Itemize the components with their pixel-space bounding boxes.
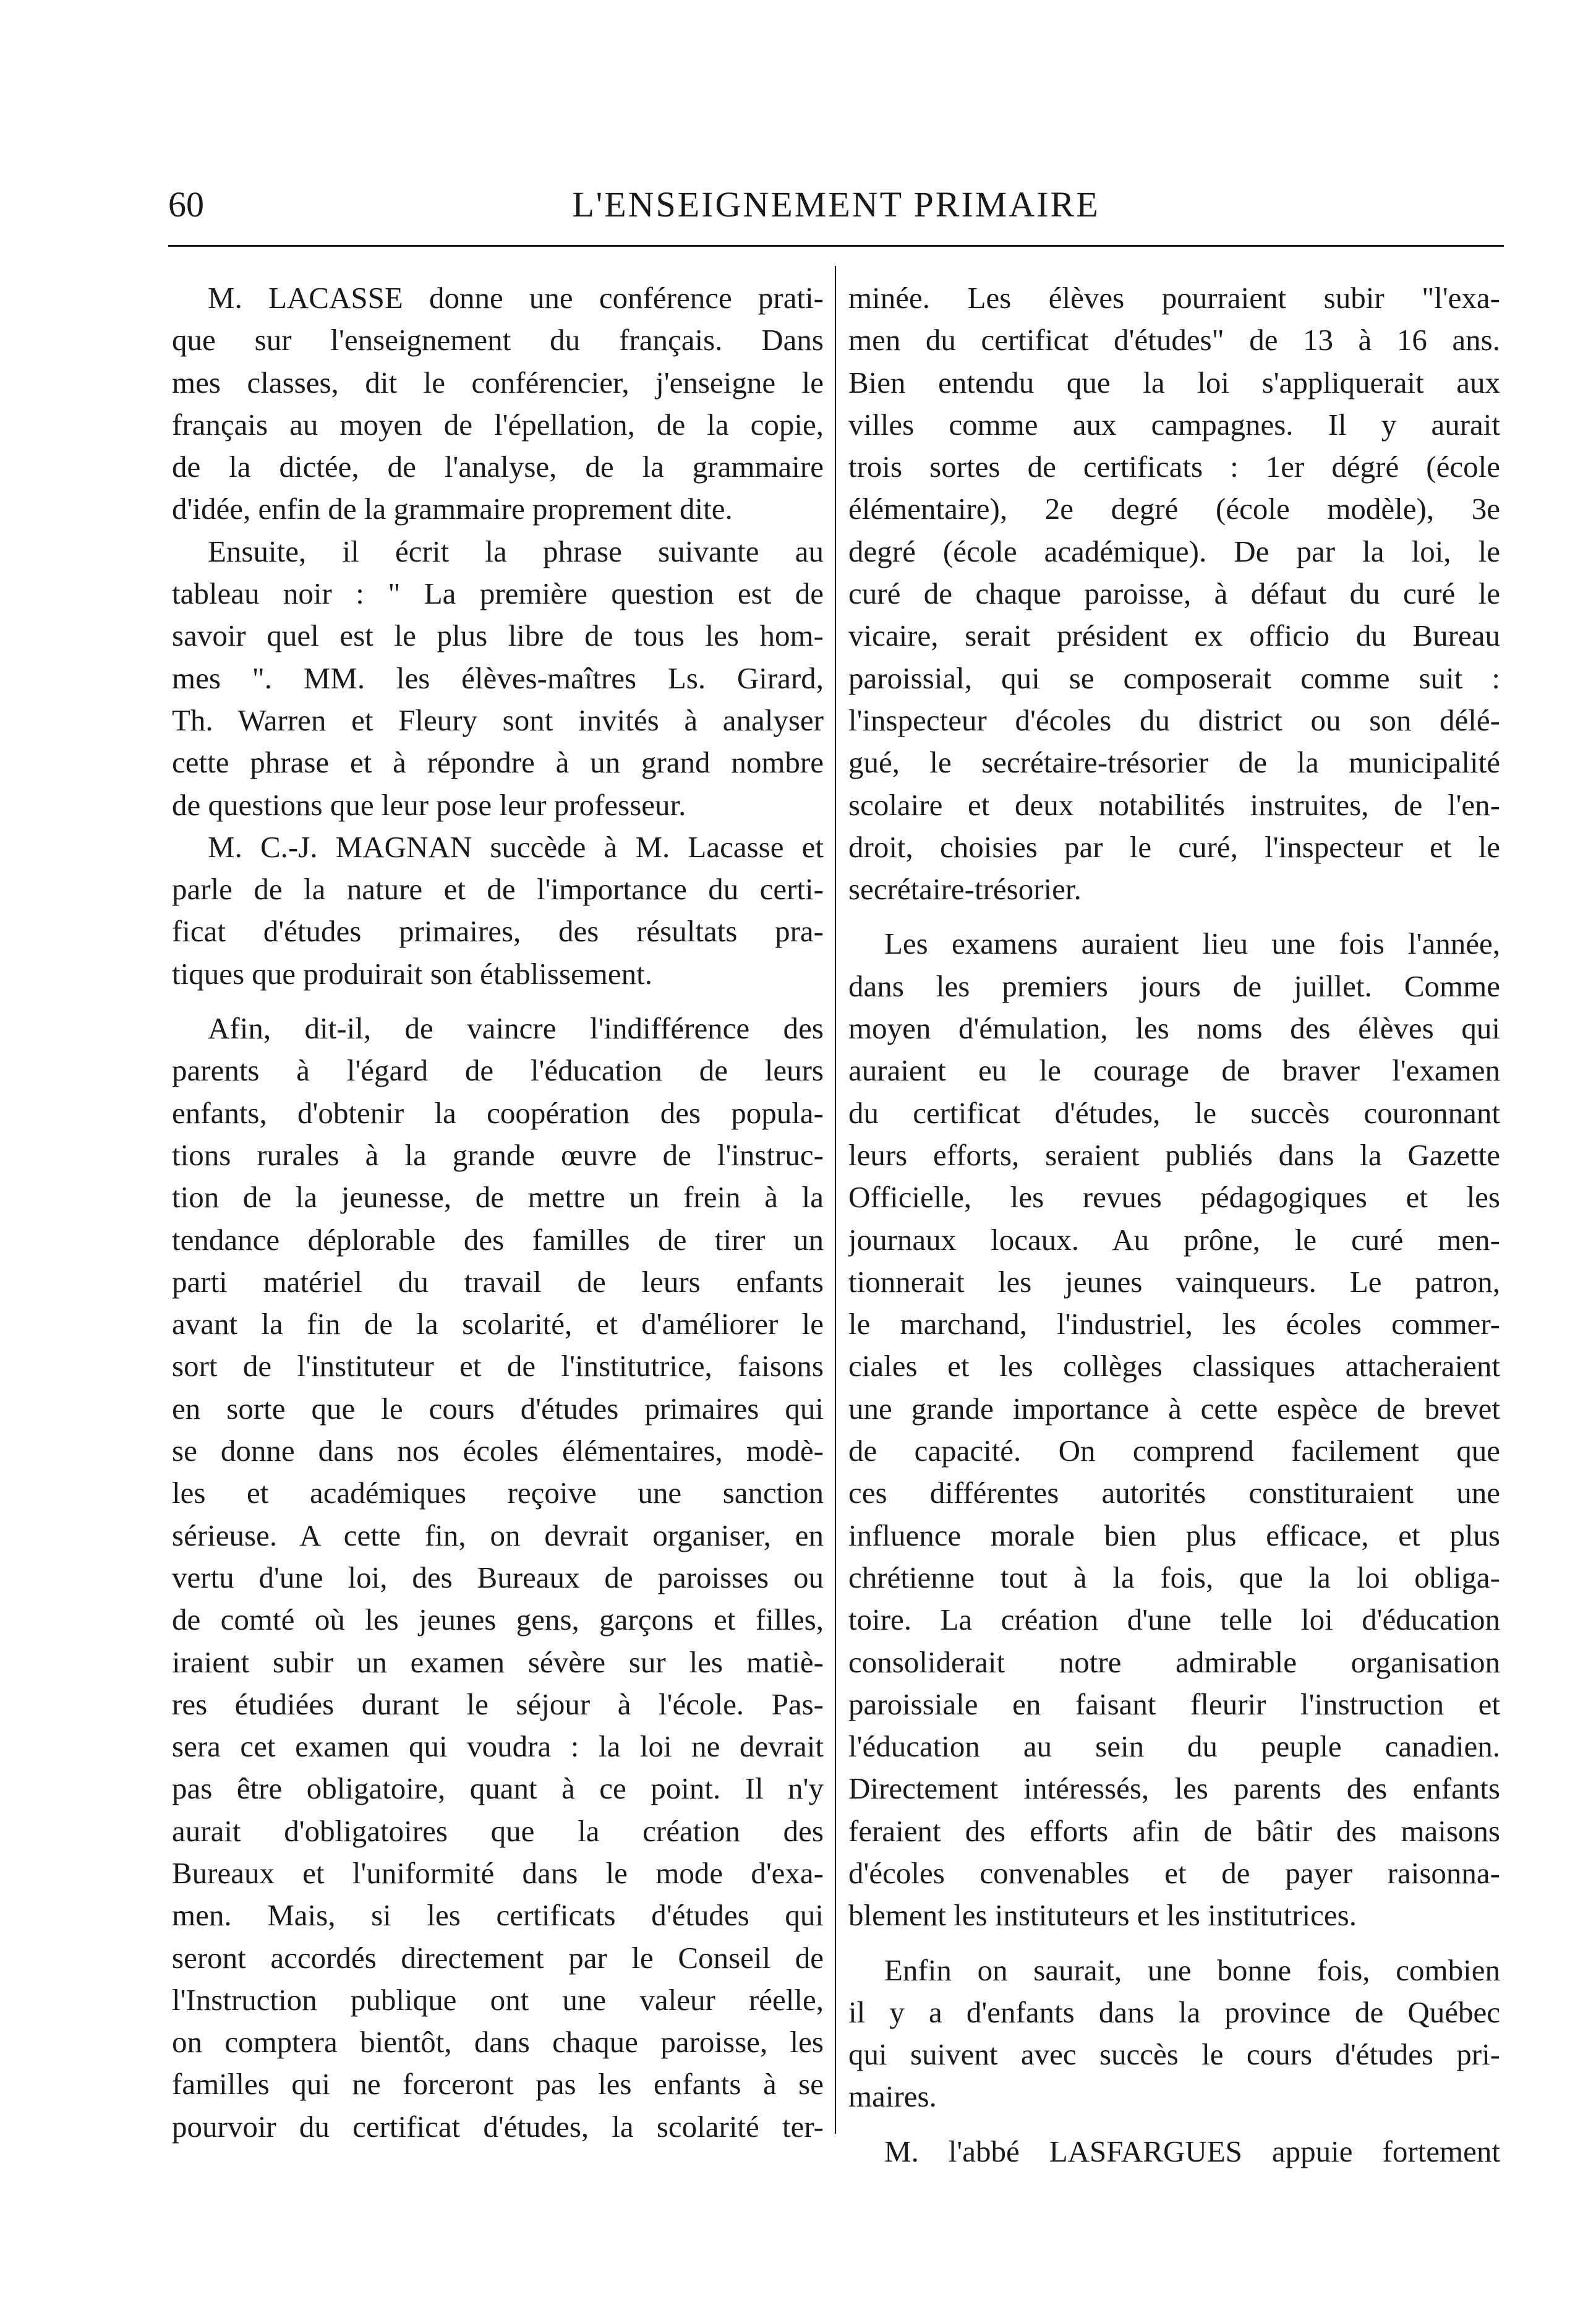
- text-line: toire. La création d'une telle loi d'éducation: [848, 1602, 1500, 1637]
- column-divider: [835, 266, 836, 2134]
- text-line: tableau noir : " La première question est de: [172, 576, 824, 611]
- text-line: on comptera bientôt, dans chaque paroisse, les: [172, 2025, 824, 2060]
- running-title: L'ENSEIGNEMENT PRIMAIRE: [572, 184, 1100, 225]
- text-line: minée. Les élèves pourraient subir "l'exa-: [848, 281, 1500, 315]
- text-line: le marchand, l'industriel, les écoles commer-: [848, 1307, 1500, 1341]
- text-line: il y a d'enfants dans la province de Québec: [848, 1995, 1500, 2029]
- text-line: les et académiques reçoive une sanction: [172, 1476, 824, 1510]
- text-line: familles qui ne forceront pas les enfants à se: [172, 2067, 824, 2102]
- text-line: paroissial, qui se composerait comme suit :: [848, 661, 1500, 695]
- text-line: Ensuite, il écrit la phrase suivante au: [208, 534, 824, 568]
- text-line: savoir quel est le plus libre de tous les hom-: [172, 618, 824, 653]
- text-line: moyen d'émulation, les noms des élèves qui: [848, 1011, 1500, 1046]
- text-line: iraient subir un examen sévère sur les matiè-: [172, 1645, 824, 1679]
- text-line: blement les instituteurs et les institutrices.: [848, 1898, 1357, 1933]
- text-line: trois sortes de certificats : 1er dégré (école: [848, 450, 1500, 484]
- text-line: de capacité. On comprend facilement que: [848, 1434, 1500, 1468]
- text-line: droit, choisies par le curé, l'inspecteur et le: [848, 829, 1500, 864]
- text-line: sera cet examen qui voudra : la loi ne devrait: [172, 1729, 824, 1764]
- text-line: vertu d'une loi, des Bureaux de paroisses ou: [172, 1560, 824, 1594]
- text-line: ficat d'études primaires, des résultats pra-: [172, 914, 824, 949]
- text-line: Afin, dit-il, de vaincre l'indifférence des: [208, 1011, 824, 1046]
- text-line: ces différentes autorités constituraient une: [848, 1476, 1500, 1510]
- text-line: tion de la jeunesse, de mettre un frein à la: [172, 1180, 824, 1215]
- text-line: pourvoir du certificat d'études, la scolarité ter-: [172, 2109, 824, 2144]
- text-line: mes ". MM. les élèves-maîtres Ls. Girard,: [172, 661, 824, 695]
- right-column: [848, 277, 1500, 2173]
- text-line: auraient eu le courage de braver l'examen: [848, 1053, 1500, 1088]
- text-line: tions rurales à la grande œuvre de l'instruc-: [172, 1137, 824, 1172]
- page-number: 60: [168, 184, 204, 225]
- text-line: tionnerait les jeunes vainqueurs. Le patron,: [848, 1264, 1500, 1299]
- text-line: en sorte que le cours d'études primaires qui: [172, 1391, 824, 1426]
- text-line: se donne dans nos écoles élémentaires, modè-: [172, 1434, 824, 1468]
- text-line: d'écoles convenables et de payer raisonna-: [848, 1855, 1500, 1890]
- text-line: parti matériel du travail de leurs enfants: [172, 1264, 824, 1299]
- text-line: M. l'abbé LASFARGUES appuie fortement: [884, 2134, 1500, 2168]
- text-line: maires.: [848, 2079, 937, 2114]
- text-line: français au moyen de l'épellation, de la copie,: [172, 407, 824, 442]
- text-line: men. Mais, si les certificats d'études qui: [172, 1898, 824, 1933]
- text-line: sort de l'instituteur et de l'institutrice, faisons: [172, 1349, 824, 1384]
- running-header: [168, 177, 1504, 233]
- text-line: pas être obligatoire, quant à ce point. Il n'y: [172, 1771, 824, 1806]
- text-line: Directement intéressés, les parents des enfants: [848, 1771, 1500, 1806]
- text-line: Bien entendu que la loi s'appliquerait aux: [848, 365, 1500, 400]
- text-line: une grande importance à cette espèce de brevet: [848, 1391, 1500, 1426]
- text-line: vicaire, serait président ex officio du Bureau: [848, 618, 1500, 653]
- text-line: Enfin on saurait, une bonne fois, combien: [884, 1953, 1500, 1987]
- text-line: Bureaux et l'uniformité dans le mode d'exa-: [172, 1855, 824, 1890]
- paragraph-gap: [848, 1937, 1500, 1949]
- text-line: Les examens auraient lieu une fois l'année,: [884, 926, 1500, 961]
- text-line: d'idée, enfin de la grammaire proprement dite.: [172, 492, 733, 526]
- text-line: qui suivent avec succès le cours d'études pri-: [848, 2037, 1500, 2072]
- text-line: secrétaire-trésorier.: [848, 872, 1082, 907]
- text-line: parents à l'égard de l'éducation de leurs: [172, 1053, 824, 1088]
- text-line: dans les premiers jours de juillet. Comme: [848, 969, 1500, 1003]
- text-line: aurait d'obligatoires que la création des: [172, 1813, 824, 1848]
- text-line: M. LACASSE donne une conférence prati-: [208, 281, 824, 315]
- text-line: Officielle, les revues pédagogiques et les: [848, 1180, 1500, 1215]
- header-rule: [168, 245, 1504, 247]
- text-line: l'Instruction publique ont une valeur réelle,: [172, 1982, 824, 2017]
- text-line: scolaire et deux notabilités instruites, de l'en-: [848, 787, 1500, 822]
- text-line: men du certificat d'études" de 13 à 16 ans.: [848, 323, 1500, 357]
- text-line: avant la fin de la scolarité, et d'améliorer le: [172, 1307, 824, 1341]
- text-line: feraient des efforts afin de bâtir des maisons: [848, 1813, 1500, 1848]
- left-column: [172, 277, 824, 2148]
- text-line: tendance déplorable des familles de tirer un: [172, 1222, 824, 1257]
- text-line: gué, le secrétaire-trésorier de la municipalité: [848, 745, 1500, 780]
- text-line: élémentaire), 2e degré (école modèle), 3e: [848, 492, 1500, 526]
- text-line: villes comme aux campagnes. Il y aurait: [848, 407, 1500, 442]
- paragraph-gap: [848, 2118, 1500, 2131]
- text-line: tiques que produirait son établissement.: [172, 956, 653, 991]
- text-line: M. C.-J. MAGNAN succède à M. Lacasse et: [208, 829, 824, 864]
- text-line: journaux locaux. Au prône, le curé men-: [848, 1222, 1500, 1257]
- paragraph-gap: [172, 995, 824, 1007]
- text-line: paroissiale en faisant fleurir l'instruction et: [848, 1687, 1500, 1721]
- text-line: curé de chaque paroisse, à défaut du curé le: [848, 576, 1500, 611]
- text-line: de questions que leur pose leur professeur.: [172, 787, 686, 822]
- text-line: influence morale bien plus efficace, et plus: [848, 1518, 1500, 1552]
- text-line: degré (école académique). De par la loi, le: [848, 534, 1500, 568]
- text-line: consoliderait notre admirable organisation: [848, 1645, 1500, 1679]
- text-line: Th. Warren et Fleury sont invités à analyser: [172, 703, 824, 737]
- text-line: que sur l'enseignement du français. Dans: [172, 323, 824, 357]
- text-line: de la dictée, de l'analyse, de la grammaire: [172, 450, 824, 484]
- text-line: chrétienne tout à la fois, que la loi obliga-: [848, 1560, 1500, 1594]
- text-line: l'inspecteur d'écoles du district ou son délé-: [848, 703, 1500, 737]
- text-line: ciales et les collèges classiques attacheraient: [848, 1349, 1500, 1384]
- text-line: du certificat d'études, le succès couronnant: [848, 1095, 1500, 1130]
- text-line: parle de la nature et de l'importance du certi-: [172, 872, 824, 907]
- text-line: de comté où les jeunes gens, garçons et filles,: [172, 1602, 824, 1637]
- text-line: cette phrase et à répondre à un grand nombre: [172, 745, 824, 780]
- text-line: res étudiées durant le séjour à l'école. Pas-: [172, 1687, 824, 1721]
- text-line: mes classes, dit le conférencier, j'enseigne le: [172, 365, 824, 400]
- text-line: leurs efforts, seraient publiés dans la Gazette: [848, 1137, 1500, 1172]
- text-line: l'éducation au sein du peuple canadien.: [848, 1729, 1500, 1764]
- text-line: sérieuse. A cette fin, on devrait organiser, en: [172, 1518, 824, 1552]
- text-line: enfants, d'obtenir la coopération des popula-: [172, 1095, 824, 1130]
- text-line: seront accordés directement par le Conseil de: [172, 1940, 824, 1975]
- paragraph-gap: [848, 910, 1500, 923]
